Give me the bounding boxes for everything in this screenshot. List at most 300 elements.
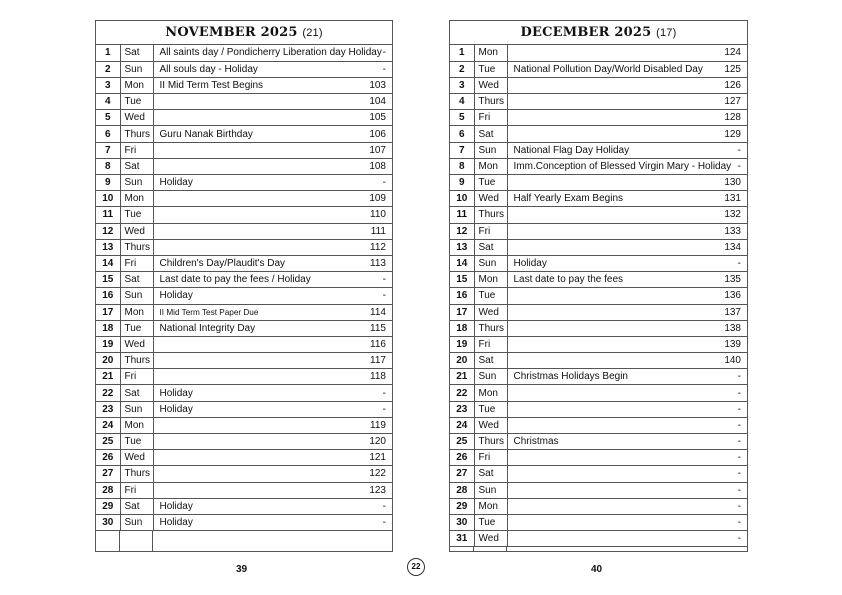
table-row bbox=[96, 353, 392, 369]
page-reference: 130 bbox=[713, 175, 747, 191]
table-row bbox=[96, 77, 392, 93]
date-number: 5 bbox=[450, 110, 474, 126]
date-number: 10 bbox=[96, 191, 120, 207]
page-number-right: 40 bbox=[591, 564, 603, 575]
page-reference: - bbox=[358, 61, 392, 77]
weekday: Wed bbox=[474, 531, 507, 547]
event-text: Holiday bbox=[153, 385, 358, 401]
weekday: Tue bbox=[474, 175, 507, 191]
weekday: Sun bbox=[120, 288, 153, 304]
event-text bbox=[507, 239, 713, 255]
weekday: Fri bbox=[120, 255, 153, 271]
date-number: 26 bbox=[96, 450, 120, 466]
date-number: 18 bbox=[450, 320, 474, 336]
weekday: Fri bbox=[120, 142, 153, 158]
page-reference: 136 bbox=[713, 288, 747, 304]
event-text: Guru Nanak Birthday bbox=[153, 126, 358, 142]
page-reference: 103 bbox=[358, 77, 392, 93]
page-reference: - bbox=[713, 158, 747, 174]
page-reference: 108 bbox=[358, 158, 392, 174]
event-text bbox=[507, 45, 713, 61]
event-text: Last date to pay the fees bbox=[507, 272, 713, 288]
page-reference: 135 bbox=[713, 272, 747, 288]
table-row bbox=[450, 514, 747, 530]
weekday: Tue bbox=[120, 434, 153, 450]
table-row bbox=[450, 126, 747, 142]
event-text bbox=[153, 434, 358, 450]
weekday: Sat bbox=[120, 385, 153, 401]
table-row bbox=[96, 434, 392, 450]
table-row bbox=[96, 482, 392, 498]
page-reference: - bbox=[713, 514, 747, 530]
event-text bbox=[507, 401, 713, 417]
page-reference: - bbox=[713, 466, 747, 482]
page-reference: 104 bbox=[358, 94, 392, 110]
table-row bbox=[450, 175, 747, 191]
event-text: National Flag Day Holiday bbox=[507, 142, 713, 158]
date-number: 2 bbox=[96, 61, 120, 77]
date-number: 13 bbox=[96, 239, 120, 255]
page-reference: 137 bbox=[713, 304, 747, 320]
event-text bbox=[507, 94, 713, 110]
weekday: Mon bbox=[474, 158, 507, 174]
weekday: Sat bbox=[474, 126, 507, 142]
event-text: Holiday bbox=[507, 255, 713, 271]
table-row bbox=[450, 239, 747, 255]
weekday: Fri bbox=[474, 223, 507, 239]
weekday: Thurs bbox=[474, 207, 507, 223]
table-row bbox=[96, 239, 392, 255]
month-heading bbox=[450, 21, 747, 45]
table-row bbox=[450, 110, 747, 126]
page-reference: 124 bbox=[713, 45, 747, 61]
working-days-count: (21) bbox=[302, 27, 323, 39]
table-row bbox=[450, 207, 747, 223]
date-number: 29 bbox=[96, 498, 120, 514]
table-row bbox=[450, 498, 747, 514]
table-row bbox=[450, 417, 747, 433]
table-row bbox=[96, 385, 392, 401]
weekday: Fri bbox=[474, 450, 507, 466]
page-reference: - bbox=[713, 385, 747, 401]
table-row bbox=[450, 482, 747, 498]
table-row bbox=[450, 336, 747, 352]
table-row bbox=[450, 223, 747, 239]
weekday: Thurs bbox=[120, 353, 153, 369]
event-text bbox=[507, 320, 713, 336]
event-text bbox=[153, 450, 358, 466]
page-reference: - bbox=[713, 255, 747, 271]
page-reference: 106 bbox=[358, 126, 392, 142]
weekday: Wed bbox=[474, 304, 507, 320]
weekday: Sat bbox=[474, 466, 507, 482]
event-text bbox=[507, 175, 713, 191]
weekday: Fri bbox=[474, 336, 507, 352]
event-text: Christmas bbox=[507, 434, 713, 450]
table-row bbox=[96, 110, 392, 126]
page-reference: - bbox=[358, 45, 392, 61]
event-text bbox=[507, 514, 713, 530]
date-number: 31 bbox=[450, 531, 474, 547]
page-reference: 140 bbox=[713, 353, 747, 369]
date-number: 9 bbox=[96, 175, 120, 191]
weekday: Sun bbox=[474, 255, 507, 271]
table-row bbox=[450, 61, 747, 77]
weekday: Wed bbox=[474, 191, 507, 207]
date-number: 17 bbox=[450, 304, 474, 320]
page-reference: 121 bbox=[358, 450, 392, 466]
date-number: 16 bbox=[96, 288, 120, 304]
page-reference: 125 bbox=[713, 61, 747, 77]
date-number: 7 bbox=[450, 142, 474, 158]
event-text bbox=[507, 77, 713, 93]
page-reference: - bbox=[358, 288, 392, 304]
date-number: 21 bbox=[450, 369, 474, 385]
page-reference: 134 bbox=[713, 239, 747, 255]
weekday: Sun bbox=[474, 369, 507, 385]
table-row bbox=[450, 304, 747, 320]
page-reference: - bbox=[713, 531, 747, 547]
weekday: Wed bbox=[120, 223, 153, 239]
date-number: 22 bbox=[450, 385, 474, 401]
weekday: Wed bbox=[120, 110, 153, 126]
page-reference: 114 bbox=[358, 304, 392, 320]
weekday: Thurs bbox=[120, 239, 153, 255]
december-day-table bbox=[450, 45, 747, 547]
page-reference: - bbox=[713, 482, 747, 498]
event-text bbox=[153, 369, 358, 385]
weekday: Mon bbox=[120, 417, 153, 433]
table-row bbox=[96, 94, 392, 110]
table-blank-area bbox=[96, 531, 392, 551]
event-text bbox=[507, 353, 713, 369]
table-row bbox=[450, 450, 747, 466]
table-row bbox=[96, 450, 392, 466]
date-number: 19 bbox=[96, 336, 120, 352]
event-text bbox=[507, 417, 713, 433]
event-text: National Integrity Day bbox=[153, 320, 358, 336]
event-text bbox=[153, 353, 358, 369]
weekday: Thurs bbox=[474, 434, 507, 450]
table-row bbox=[450, 77, 747, 93]
weekday: Fri bbox=[120, 369, 153, 385]
date-number: 14 bbox=[450, 255, 474, 271]
event-text bbox=[153, 191, 358, 207]
weekday: Tue bbox=[474, 61, 507, 77]
page-reference: 128 bbox=[713, 110, 747, 126]
table-row bbox=[96, 369, 392, 385]
november-page bbox=[95, 20, 393, 552]
table-row bbox=[96, 288, 392, 304]
event-text bbox=[153, 336, 358, 352]
weekday: Fri bbox=[120, 482, 153, 498]
date-number: 27 bbox=[450, 466, 474, 482]
weekday: Tue bbox=[474, 288, 507, 304]
weekday: Sat bbox=[120, 272, 153, 288]
table-blank-area bbox=[450, 547, 747, 551]
date-number: 11 bbox=[450, 207, 474, 223]
page-reference: 133 bbox=[713, 223, 747, 239]
event-text: National Pollution Day/World Disabled Day bbox=[507, 61, 713, 77]
date-number: 30 bbox=[96, 514, 120, 530]
date-number: 1 bbox=[96, 45, 120, 61]
event-text: All saints day / Pondicherry Liberation day Holiday bbox=[153, 45, 358, 61]
page-reference: 131 bbox=[713, 191, 747, 207]
date-number: 4 bbox=[450, 94, 474, 110]
table-row bbox=[96, 191, 392, 207]
event-text: Holiday bbox=[153, 514, 358, 530]
weekday: Sat bbox=[120, 158, 153, 174]
table-row bbox=[450, 288, 747, 304]
page-reference: 111 bbox=[358, 223, 392, 239]
weekday: Mon bbox=[120, 191, 153, 207]
weekday: Mon bbox=[474, 385, 507, 401]
event-text bbox=[153, 239, 358, 255]
date-number: 6 bbox=[96, 126, 120, 142]
table-row bbox=[450, 255, 747, 271]
table-row bbox=[96, 126, 392, 142]
page-reference: 123 bbox=[358, 482, 392, 498]
weekday: Sun bbox=[120, 401, 153, 417]
event-text bbox=[507, 288, 713, 304]
page-number-left: 39 bbox=[236, 564, 248, 575]
table-row bbox=[450, 369, 747, 385]
page-reference: 118 bbox=[358, 369, 392, 385]
date-number: 10 bbox=[450, 191, 474, 207]
table-row bbox=[450, 272, 747, 288]
event-text: II Mid Term Test Paper Due bbox=[153, 304, 358, 320]
page-reference: - bbox=[713, 142, 747, 158]
weekday: Wed bbox=[474, 77, 507, 93]
table-row bbox=[96, 255, 392, 271]
weekday: Tue bbox=[474, 514, 507, 530]
event-text: Christmas Holidays Begin bbox=[507, 369, 713, 385]
weekday: Fri bbox=[474, 110, 507, 126]
month-heading bbox=[96, 21, 392, 45]
event-text bbox=[507, 450, 713, 466]
table-row bbox=[96, 207, 392, 223]
date-number: 24 bbox=[96, 417, 120, 433]
table-row bbox=[96, 158, 392, 174]
page-reference: - bbox=[713, 401, 747, 417]
page-reference: - bbox=[713, 417, 747, 433]
table-row bbox=[450, 531, 747, 547]
date-number: 19 bbox=[450, 336, 474, 352]
event-text bbox=[153, 482, 358, 498]
date-number: 26 bbox=[450, 450, 474, 466]
weekday: Tue bbox=[120, 207, 153, 223]
weekday: Mon bbox=[120, 77, 153, 93]
date-number: 1 bbox=[450, 45, 474, 61]
event-text bbox=[507, 126, 713, 142]
event-text: All souls day - Holiday bbox=[153, 61, 358, 77]
date-number: 25 bbox=[96, 434, 120, 450]
event-text: Holiday bbox=[153, 498, 358, 514]
weekday: Mon bbox=[474, 45, 507, 61]
page-reference: - bbox=[358, 385, 392, 401]
table-row bbox=[96, 401, 392, 417]
event-text bbox=[153, 466, 358, 482]
table-row bbox=[96, 336, 392, 352]
event-text: Half Yearly Exam Begins bbox=[507, 191, 713, 207]
table-row bbox=[96, 45, 392, 61]
date-number: 21 bbox=[96, 369, 120, 385]
page-reference: 113 bbox=[358, 255, 392, 271]
date-number: 30 bbox=[450, 514, 474, 530]
page-reference: 127 bbox=[713, 94, 747, 110]
date-number: 22 bbox=[96, 385, 120, 401]
date-number: 28 bbox=[450, 482, 474, 498]
table-row bbox=[96, 320, 392, 336]
date-number: 15 bbox=[96, 272, 120, 288]
page-reference: - bbox=[358, 514, 392, 530]
date-number: 5 bbox=[96, 110, 120, 126]
weekday: Sun bbox=[120, 175, 153, 191]
page-reference: - bbox=[713, 450, 747, 466]
page-reference: - bbox=[358, 498, 392, 514]
page-reference: 110 bbox=[358, 207, 392, 223]
date-number: 7 bbox=[96, 142, 120, 158]
event-text bbox=[153, 158, 358, 174]
page-reference: 112 bbox=[358, 239, 392, 255]
weekday: Tue bbox=[120, 94, 153, 110]
weekday: Sat bbox=[120, 498, 153, 514]
date-number: 20 bbox=[96, 353, 120, 369]
event-text bbox=[507, 110, 713, 126]
weekday: Mon bbox=[474, 498, 507, 514]
page-reference: 120 bbox=[358, 434, 392, 450]
page-reference: 115 bbox=[358, 320, 392, 336]
event-text bbox=[507, 385, 713, 401]
weekday: Wed bbox=[120, 450, 153, 466]
event-text: II Mid Term Test Begins bbox=[153, 77, 358, 93]
page-reference: 122 bbox=[358, 466, 392, 482]
page-reference: 105 bbox=[358, 110, 392, 126]
table-row bbox=[450, 45, 747, 61]
event-text bbox=[507, 466, 713, 482]
event-text: Imm.Conception of Blessed Virgin Mary - Holiday bbox=[507, 158, 713, 174]
date-number: 18 bbox=[96, 320, 120, 336]
weekday: Wed bbox=[474, 417, 507, 433]
table-row bbox=[450, 158, 747, 174]
date-number: 23 bbox=[450, 401, 474, 417]
page-reference: - bbox=[358, 401, 392, 417]
table-row bbox=[450, 466, 747, 482]
date-number: 14 bbox=[96, 255, 120, 271]
date-number: 8 bbox=[450, 158, 474, 174]
table-row bbox=[450, 320, 747, 336]
table-row bbox=[96, 61, 392, 77]
page-reference: 138 bbox=[713, 320, 747, 336]
weekday: Sat bbox=[474, 353, 507, 369]
working-days-count: (17) bbox=[656, 27, 677, 39]
table-row bbox=[450, 191, 747, 207]
date-number: 3 bbox=[450, 77, 474, 93]
date-number: 15 bbox=[450, 272, 474, 288]
event-text: Last date to pay the fees / Holiday bbox=[153, 272, 358, 288]
date-number: 17 bbox=[96, 304, 120, 320]
weekday: Mon bbox=[120, 304, 153, 320]
event-text bbox=[153, 142, 358, 158]
table-row bbox=[450, 385, 747, 401]
date-number: 6 bbox=[450, 126, 474, 142]
table-row bbox=[450, 401, 747, 417]
table-row bbox=[96, 304, 392, 320]
date-number: 27 bbox=[96, 466, 120, 482]
event-text: Holiday bbox=[153, 175, 358, 191]
weekday: Tue bbox=[474, 401, 507, 417]
page-reference: 119 bbox=[358, 417, 392, 433]
date-number: 4 bbox=[96, 94, 120, 110]
event-text bbox=[507, 531, 713, 547]
page-reference: - bbox=[358, 175, 392, 191]
table-row bbox=[450, 94, 747, 110]
date-number: 24 bbox=[450, 417, 474, 433]
sheet-number-circle: 22 bbox=[407, 558, 425, 576]
weekday: Sun bbox=[120, 514, 153, 530]
event-text bbox=[153, 110, 358, 126]
weekday: Thurs bbox=[120, 126, 153, 142]
event-text bbox=[153, 94, 358, 110]
table-row bbox=[96, 417, 392, 433]
event-text: Children's Day/Plaudit's Day bbox=[153, 255, 358, 271]
page-reference: - bbox=[358, 272, 392, 288]
date-number: 8 bbox=[96, 158, 120, 174]
weekday: Thurs bbox=[474, 94, 507, 110]
date-number: 2 bbox=[450, 61, 474, 77]
event-text bbox=[507, 207, 713, 223]
page-reference: 109 bbox=[358, 191, 392, 207]
date-number: 11 bbox=[96, 207, 120, 223]
weekday: Sat bbox=[120, 45, 153, 61]
table-row bbox=[96, 514, 392, 530]
december-page bbox=[449, 20, 748, 552]
weekday: Sat bbox=[474, 239, 507, 255]
page-reference: 129 bbox=[713, 126, 747, 142]
table-row bbox=[96, 272, 392, 288]
date-number: 9 bbox=[450, 175, 474, 191]
date-number: 3 bbox=[96, 77, 120, 93]
event-text bbox=[507, 482, 713, 498]
page-reference: 117 bbox=[358, 353, 392, 369]
date-number: 23 bbox=[96, 401, 120, 417]
date-number: 13 bbox=[450, 239, 474, 255]
page-reference: - bbox=[713, 434, 747, 450]
month-title: NOVEMBER 2025 bbox=[165, 25, 298, 40]
table-row bbox=[96, 223, 392, 239]
page-reference: - bbox=[713, 369, 747, 385]
event-text bbox=[507, 223, 713, 239]
page-reference: 107 bbox=[358, 142, 392, 158]
date-number: 25 bbox=[450, 434, 474, 450]
table-row bbox=[450, 434, 747, 450]
weekday: Tue bbox=[120, 320, 153, 336]
page-reference: 116 bbox=[358, 336, 392, 352]
table-row bbox=[96, 175, 392, 191]
weekday: Mon bbox=[474, 272, 507, 288]
table-row bbox=[450, 353, 747, 369]
weekday: Thurs bbox=[120, 466, 153, 482]
page-reference: 126 bbox=[713, 77, 747, 93]
page-reference: - bbox=[713, 498, 747, 514]
table-row bbox=[450, 142, 747, 158]
table-row bbox=[96, 498, 392, 514]
weekday: Sun bbox=[474, 142, 507, 158]
table-row bbox=[96, 466, 392, 482]
event-text: Holiday bbox=[153, 401, 358, 417]
weekday: Sun bbox=[120, 61, 153, 77]
date-number: 20 bbox=[450, 353, 474, 369]
